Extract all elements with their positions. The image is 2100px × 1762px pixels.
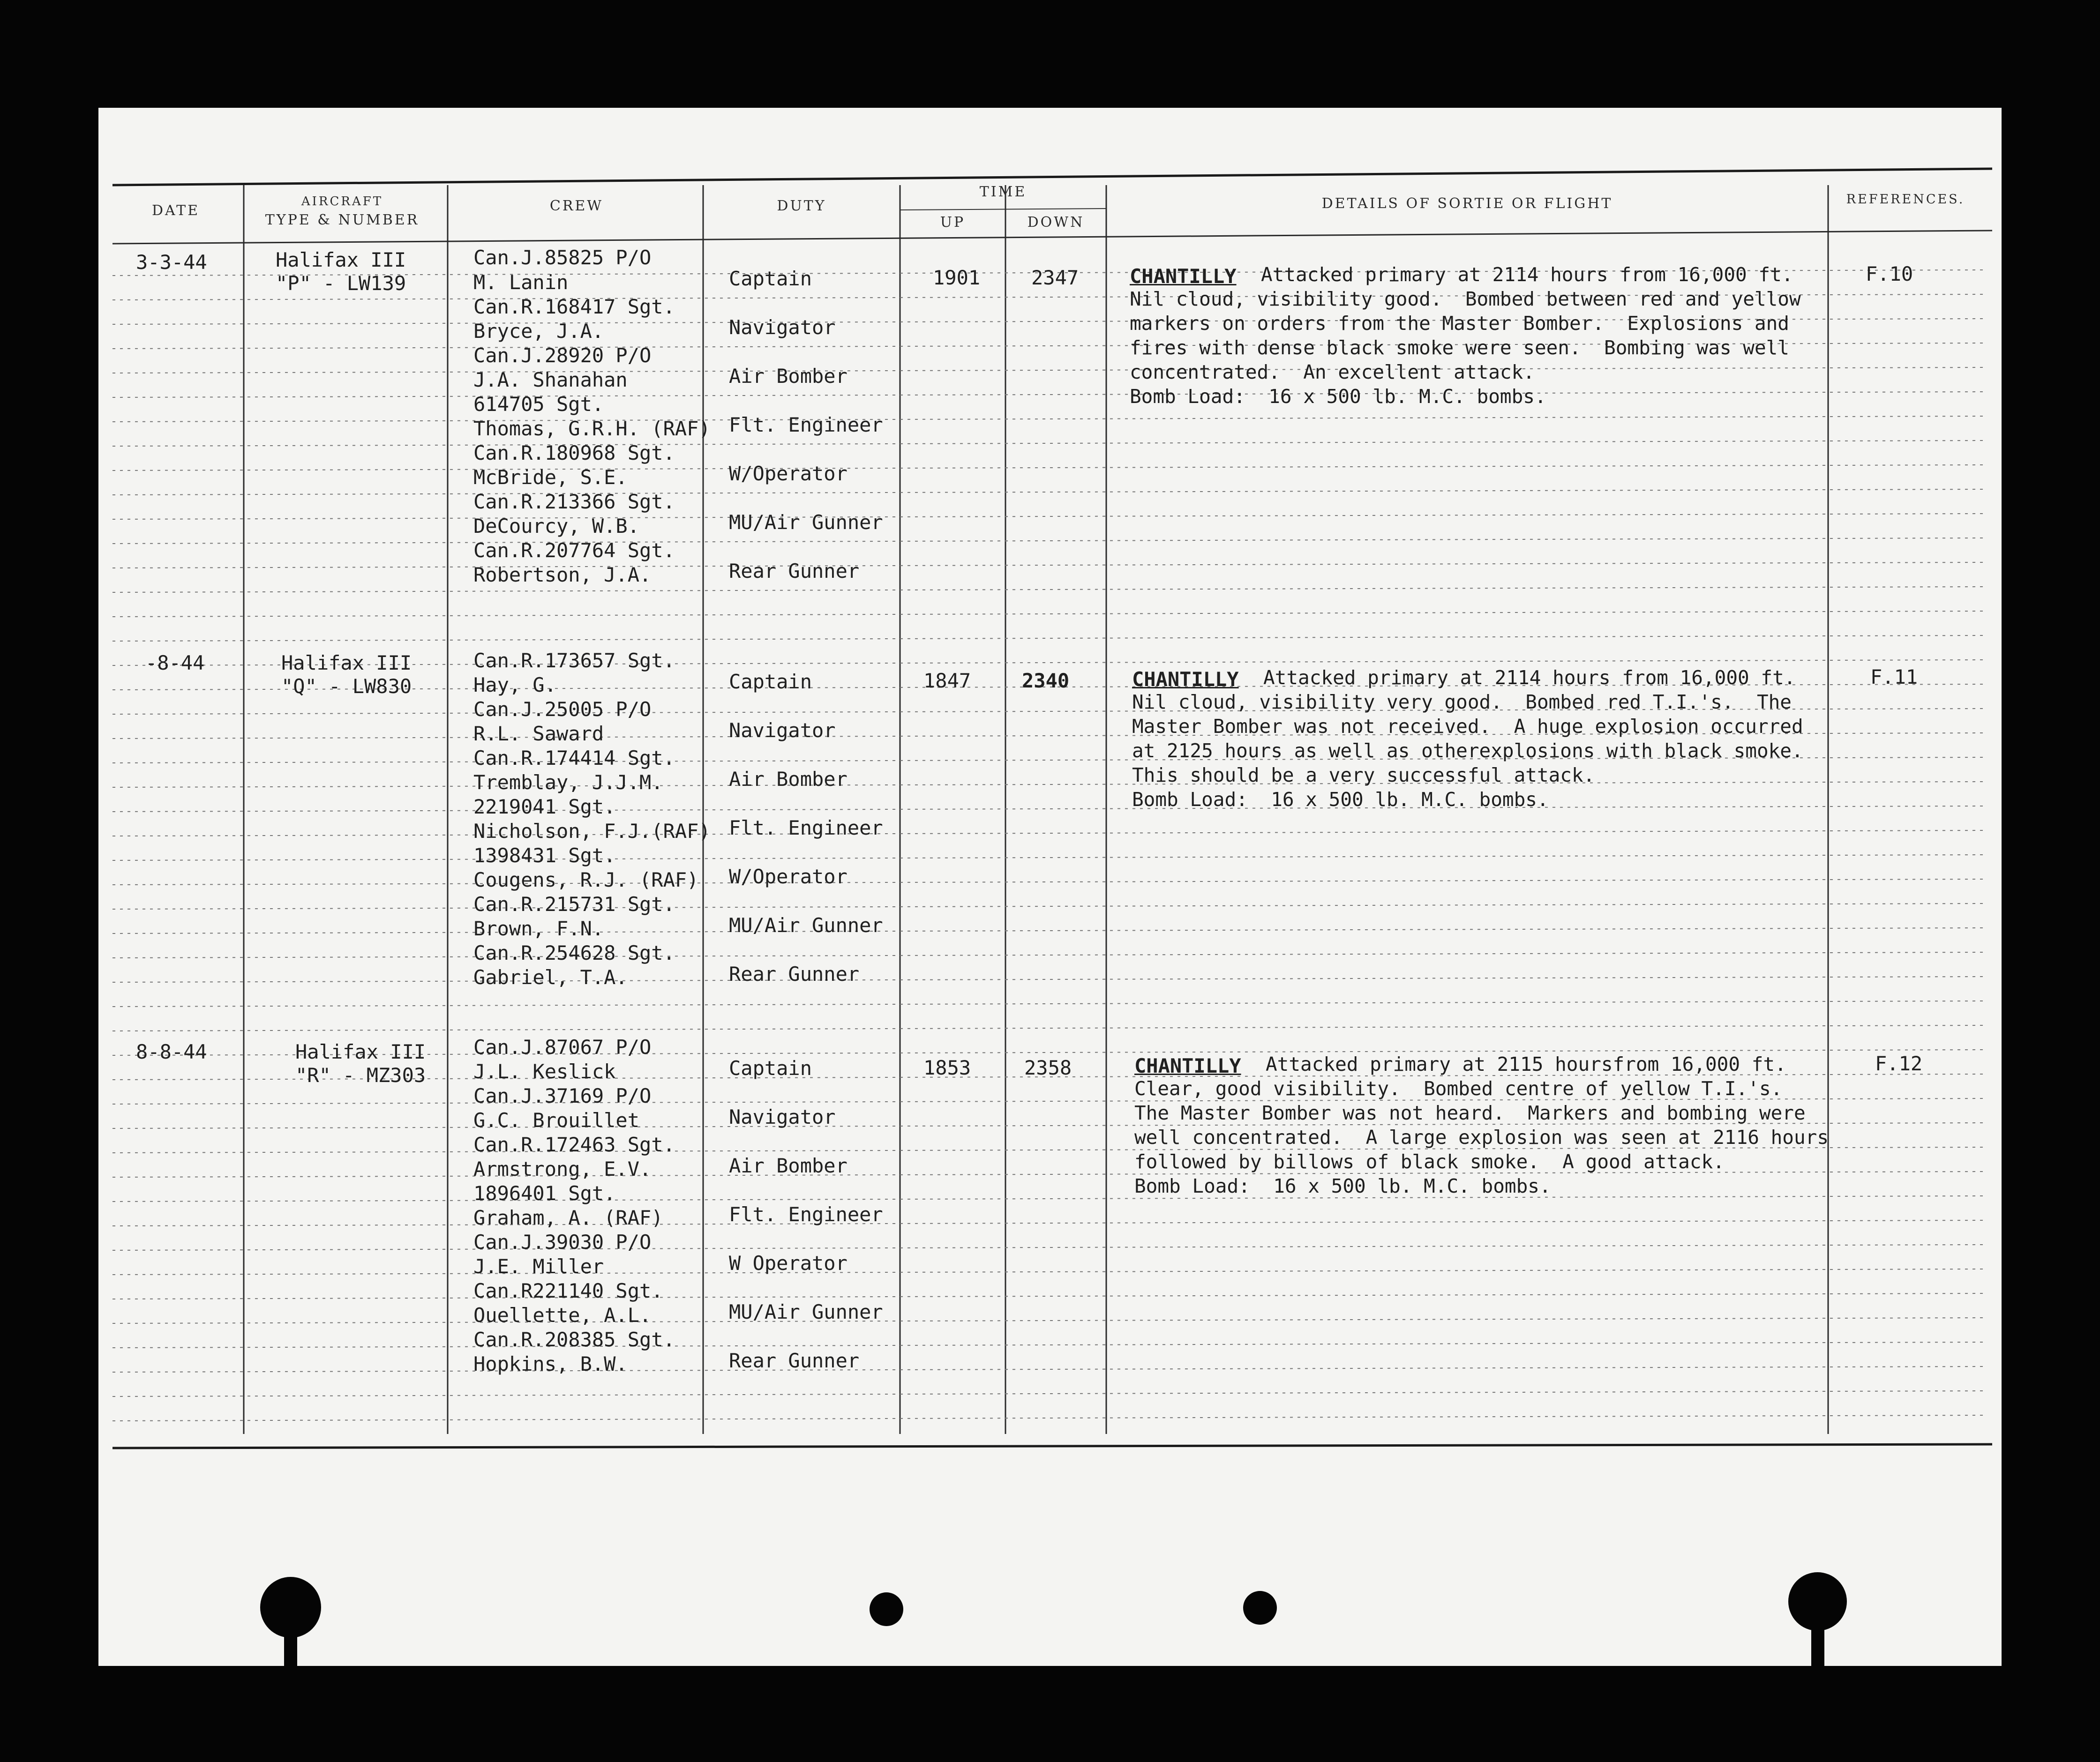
target-name: CHANTILLY — [1130, 265, 1237, 288]
aircraft-type: Halifax III — [295, 1040, 426, 1063]
crew-name: Bryce, J.A. — [473, 320, 604, 343]
sortie-detail-line: Attacked primary at 2114 hours from 16,000 ft. — [1263, 666, 1796, 689]
target-name: CHANTILLY — [1132, 668, 1239, 691]
sortie-detail-line: Bomb Load: 16 x 500 lb. M.C. bombs. — [1132, 788, 1549, 811]
crew-duty: Rear Gunner — [729, 560, 860, 582]
aircraft-type: Halifax III — [281, 651, 412, 674]
dotted-ruled-line — [112, 952, 1983, 958]
crew-id: Can.R.208385 Sgt. — [473, 1328, 675, 1351]
crew-duty: Navigator — [729, 316, 836, 339]
dotted-ruled-line — [112, 1245, 1983, 1250]
crew-duty: Rear Gunner — [729, 1349, 860, 1372]
dotted-ruled-line — [112, 635, 1983, 641]
crew-duty: MU/Air Gunner — [729, 1300, 883, 1323]
crew-duty: W Operator — [729, 1252, 848, 1275]
time-down: 2358 — [1024, 1056, 1072, 1079]
header-duty: DUTY — [777, 198, 826, 214]
aircraft-number: "Q" - LW830 — [281, 675, 412, 698]
crew-name: Thomas, G.R.H. (RAF) — [473, 417, 711, 440]
crew-id: Can.R.213366 Sgt. — [473, 490, 675, 513]
crew-id: Can.R.180968 Sgt. — [473, 441, 675, 464]
time-up: 1901 — [933, 266, 981, 289]
dotted-ruled-line — [112, 611, 1983, 617]
dotted-ruled-line — [112, 1001, 1983, 1007]
sortie-detail-line: Nil cloud, visibility very good. Bombed red T.I.'s. The — [1132, 691, 1792, 713]
dotted-ruled-line — [112, 367, 1983, 373]
crew-duty: Flt. Engineer — [729, 816, 883, 839]
crew-duty: MU/Air Gunner — [729, 914, 883, 937]
crew-id: 1896401 Sgt. — [473, 1182, 616, 1205]
crew-duty: Captain — [729, 1057, 812, 1080]
dotted-ruled-line — [112, 928, 1983, 933]
punch-hole — [1243, 1591, 1277, 1625]
crew-id: Can.R.254628 Sgt. — [473, 941, 675, 964]
crew-id: Can.R.207764 Sgt. — [473, 539, 675, 562]
dotted-ruled-line — [112, 465, 1983, 470]
time-up: 1853 — [923, 1056, 971, 1079]
sortie-detail-line: markers on orders from the Master Bomber. Explosions and — [1130, 312, 1789, 335]
record-card — [98, 108, 2002, 1666]
crew-duty: Navigator — [729, 1105, 836, 1128]
header-date: DATE — [152, 202, 200, 219]
sortie-detail-line: Clear, good visibility. Bombed centre of yellow T.I.'s. — [1134, 1077, 1783, 1100]
dotted-ruled-line — [112, 489, 1983, 495]
crew-name: McBride, S.E. — [473, 466, 628, 489]
dotted-ruled-line — [112, 1318, 1983, 1323]
punch-slot — [1811, 1621, 1824, 1668]
sortie-detail-line: at 2125 hours as well as otherexplosions with black smoke. — [1132, 739, 1803, 762]
crew-id: 2219041 Sgt. — [473, 795, 616, 818]
dotted-ruled-line — [112, 903, 1983, 909]
dotted-ruled-line — [112, 514, 1983, 519]
sortie-detail-line: Attacked primary at 2115 hoursfrom 16,000 ft. — [1266, 1053, 1786, 1075]
header-details: DETAILS OF SORTIE OR FLIGHT — [1321, 195, 1613, 212]
sortie-detail-line: Bomb Load: 16 x 500 lb. M.C. bombs. — [1134, 1175, 1551, 1197]
dotted-ruled-line — [112, 587, 1983, 592]
header-time: TIME — [979, 184, 1027, 200]
aircraft-type: Halifax III — [276, 248, 406, 271]
dotted-ruled-line — [112, 879, 1983, 885]
sortie-detail-line: Attacked primary at 2114 hours from 16,000 ft. — [1261, 263, 1793, 286]
crew-duty: W/Operator — [729, 865, 848, 888]
entry-date: -8-44 — [145, 651, 205, 674]
crew-duty: Navigator — [729, 719, 836, 742]
dotted-ruled-line — [112, 440, 1983, 446]
crew-duty: Captain — [729, 267, 812, 290]
aircraft-number: "P" - LW139 — [276, 272, 406, 295]
time-up: 1847 — [923, 669, 971, 692]
crew-name: DeCourcy, W.B. — [473, 515, 640, 538]
sortie-detail-line: fires with dense black smoke were seen. Bombing was well — [1130, 336, 1789, 359]
dotted-ruled-line — [112, 782, 1983, 787]
entry-date: 3-3-44 — [136, 251, 207, 274]
punch-slot — [284, 1626, 297, 1668]
crew-duty: Flt. Engineer — [729, 1203, 883, 1226]
crew-id: Can.J.39030 P/O — [473, 1231, 652, 1254]
crew-id: Can.R.173657 Sgt. — [473, 649, 675, 672]
sortie-detail-line: well concentrated. A large explosion was seen at 2116 hours — [1134, 1126, 1829, 1149]
reference-code: F.10 — [1866, 262, 1913, 285]
dotted-ruled-line — [112, 1269, 1983, 1275]
crew-name: Hopkins, B.W. — [473, 1352, 628, 1375]
crew-duty: Captain — [729, 670, 812, 693]
dotted-ruled-line — [112, 1220, 1983, 1226]
crew-name: Hay, G. — [473, 673, 557, 696]
crew-name: Graham, A. (RAF) — [473, 1206, 663, 1229]
header-up: UP — [940, 214, 966, 231]
target-name: CHANTILLY — [1134, 1054, 1241, 1077]
crew-id: 614705 Sgt. — [473, 393, 604, 416]
dotted-ruled-line — [112, 1342, 1983, 1348]
sortie-detail-line: concentrated. An excellent attack. — [1130, 361, 1535, 383]
header-crew: CREW — [549, 198, 604, 214]
reference-code: F.12 — [1875, 1052, 1923, 1075]
footer-rule — [112, 1444, 1992, 1448]
dotted-ruled-line — [112, 538, 1983, 544]
dotted-ruled-line — [112, 1415, 1983, 1421]
header-bottom-rule — [112, 231, 1992, 244]
crew-name: G.C. Brouillet — [473, 1109, 640, 1132]
sortie-detail-line: Master Bomber was not received. A huge explosion occurred — [1132, 715, 1803, 738]
crew-name: M. Lanin — [473, 271, 569, 294]
crew-name: Armstrong, E.V. — [473, 1157, 652, 1180]
dotted-ruled-line — [112, 1391, 1983, 1396]
dotted-ruled-line — [112, 1293, 1983, 1299]
crew-name: J.E. Miller — [473, 1255, 604, 1278]
crew-duty: Air Bomber — [729, 1154, 848, 1177]
dotted-ruled-line — [112, 562, 1983, 568]
reference-code: F.11 — [1870, 665, 1918, 688]
dotted-ruled-line — [112, 1366, 1983, 1372]
crew-duty: MU/Air Gunner — [729, 511, 883, 534]
crew-name: Tremblay, J.J.M. — [473, 771, 663, 794]
header-aircraft: AIRCRAFT TYPE & NUMBER — [265, 194, 420, 228]
crew-duty: Air Bomber — [729, 768, 848, 791]
aircraft-number: "R" - MZ303 — [295, 1064, 426, 1087]
dotted-ruled-line — [112, 855, 1983, 860]
crew-id: Can.R.172463 Sgt. — [473, 1133, 675, 1156]
crew-name: J.A. Shanahan — [473, 368, 628, 391]
crew-duty: Rear Gunner — [729, 963, 860, 986]
dotted-ruled-line — [112, 830, 1983, 836]
sortie-detail-line: followed by billows of black smoke. A good attack. — [1134, 1150, 1725, 1173]
dotted-ruled-line — [112, 1196, 1983, 1202]
crew-id: Can.R.168417 Sgt. — [473, 295, 675, 318]
dotted-ruled-line — [112, 806, 1983, 812]
sortie-detail-line: The Master Bomber was not heard. Markers and bombing were — [1134, 1102, 1806, 1124]
crew-id: 1398431 Sgt. — [473, 844, 616, 867]
crew-id: Can.R221140 Sgt. — [473, 1279, 663, 1302]
sortie-detail-line: This should be a very successful attack. — [1132, 764, 1595, 786]
crew-name: J.L. Keslick — [473, 1060, 616, 1083]
sortie-detail-line: Bomb Load: 16 x 500 lb. M.C. bombs. — [1130, 385, 1546, 408]
crew-id: Can.J.37169 P/O — [473, 1084, 652, 1107]
time-subheader-rule — [900, 209, 1106, 210]
dotted-ruled-line — [112, 392, 1983, 397]
time-down: 2347 — [1031, 266, 1079, 289]
crew-name: Nicholson, F.J.(RAF) — [473, 820, 711, 843]
crew-duty: Flt. Engineer — [729, 413, 883, 436]
crew-name: R.L. Saward — [473, 722, 604, 745]
dotted-ruled-line — [112, 977, 1983, 982]
crew-duty: Air Bomber — [729, 365, 848, 388]
dotted-ruled-line — [112, 1025, 1983, 1031]
punch-hole — [870, 1592, 903, 1626]
entry-date: 8-8-44 — [136, 1040, 207, 1063]
crew-id: Can.R.215731 Sgt. — [473, 893, 675, 916]
crew-name: Robertson, J.A. — [473, 563, 652, 586]
crew-id: Can.J.87067 P/O — [473, 1036, 652, 1059]
crew-name: Cougens, R.J. (RAF) — [473, 868, 699, 891]
sortie-detail-line: Nil cloud, visibility good. Bombed between red and yellow — [1130, 288, 1801, 310]
dotted-ruled-line — [112, 416, 1983, 422]
header-down: DOWN — [1027, 214, 1085, 231]
crew-name: Brown, F.N. — [473, 917, 604, 940]
time-down: 2340 — [1022, 669, 1070, 692]
crew-id: Can.J.25005 P/O — [473, 698, 652, 721]
crew-id: Can.J.85825 P/O — [473, 246, 652, 269]
crew-duty: W/Operator — [729, 462, 848, 485]
crew-name: Gabriel, T.A. — [473, 966, 628, 989]
crew-id: Can.R.174414 Sgt. — [473, 747, 675, 769]
header-references: REFERENCES. — [1846, 192, 1965, 207]
crew-name: Ouellette, A.L. — [473, 1304, 652, 1327]
ruled-lines — [112, 169, 1992, 1448]
crew-id: Can.J.28920 P/O — [473, 344, 652, 367]
